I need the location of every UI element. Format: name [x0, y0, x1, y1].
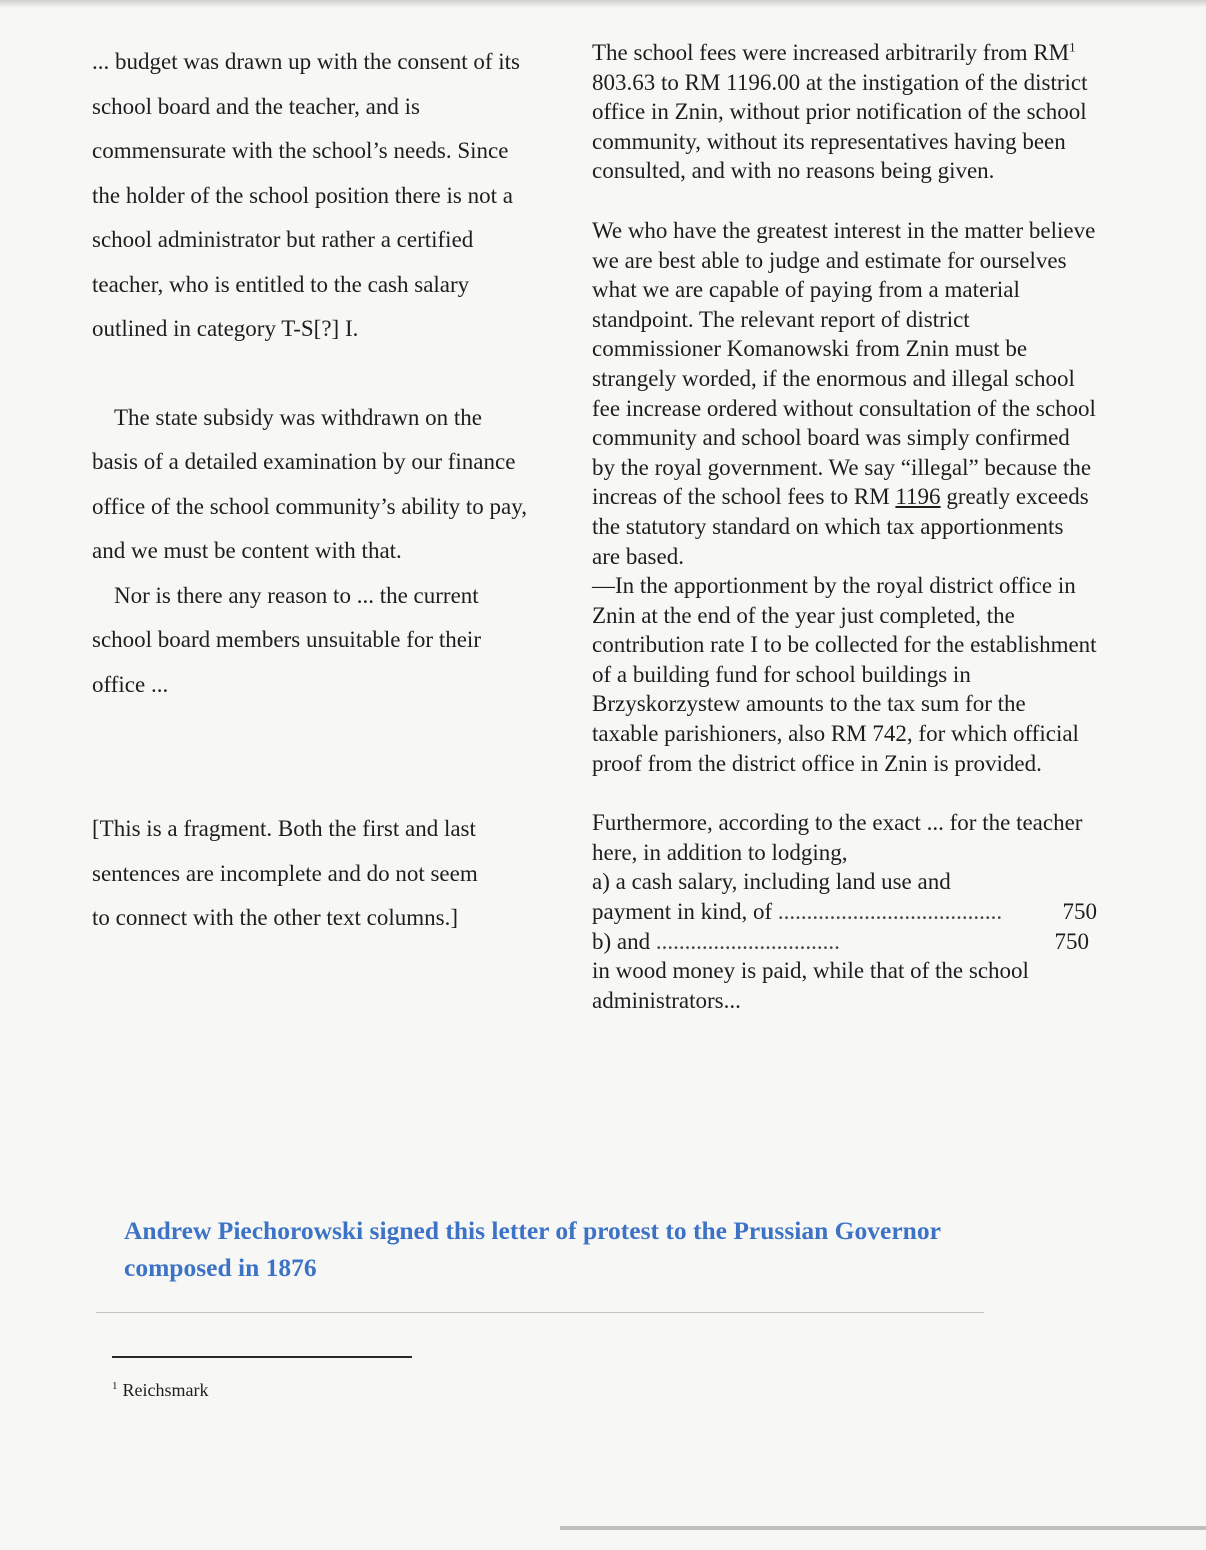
right-paragraph-3: —In the apportionment by the royal district office in Znin at the end of the year just completed, the contribution rate I to be collected for the establishment of a building fund for school buildings in Brzyskorzystew amounts to the tax sum for the taxable parishioners, also RM 742, for which official proof from the district office in Znin is provided.: [592, 573, 1097, 776]
paragraph-gap: [592, 186, 1097, 216]
fragment-note: [This is a fragment. Both the first and last sentences are incomplete and do not seem: [92, 816, 478, 886]
paragraph-gap: [92, 707, 532, 807]
left-paragraph-1: ... budget was drawn up with the consent of its school board and the teacher, and is commensurate with the school’s needs. Since the holder of the school position there is not a school administrator but rather a certified teacher, who is entitled to the cash salary outlined in category T-S[?] I.: [92, 49, 520, 341]
item-a-leader: .......................................: [777, 899, 1003, 925]
item-b-leader: ................................: [655, 928, 840, 954]
left-text-column: [92, 40, 532, 941]
right-text-column: [592, 38, 1097, 1015]
fragment-note-end: to connect with the other text columns.]: [92, 905, 458, 930]
item-b-label: b) and: [592, 928, 651, 954]
right-paragraph-2-start: We who have the greatest interest in the matter believe we are best able to judge and estimate for ourselves what we are capable of paying from a material standpoint. The relevant report of district commissioner Komanowski from Znin must be strangely worded, if the enormous and illegal school fee increase ordered without consultation of the school community and school board was simply confirmed by the royal government. We say “illegal” because the increas of the school fees to RM: [592, 217, 1096, 510]
item-a-value: 750: [1062, 899, 1097, 925]
footnote-marker: 1: [1069, 39, 1076, 55]
right-paragraph-4: Furthermore, according to the exact ... for the teacher here, in addition to lodging,: [592, 810, 1083, 865]
item-b-row: [592, 927, 1097, 957]
scan-top-edge: [0, 0, 1206, 8]
caption-divider: [96, 1312, 984, 1313]
footnote: [112, 1374, 208, 1402]
footnote-rule: [112, 1356, 412, 1358]
right-paragraph-5: in wood money is paid, while that of the school administrators...: [592, 958, 1029, 1013]
item-b-label-group: [592, 927, 840, 957]
item-a-label: [592, 897, 1002, 927]
paragraph-gap: [92, 352, 532, 396]
right-paragraph-1-end: 803.63 to RM 1196.00 at the instigation of the district office in Znin, without prior notification of the school community, without its representatives having been consulted, and with no reasons being given.: [592, 69, 1088, 184]
blue-caption: Andrew Piechorowski signed this letter of protest to the Prussian Governor composed in 1876: [124, 1216, 941, 1282]
right-paragraph-1-start: The school fees were increased arbitrarily from RM: [592, 40, 1070, 65]
underlined-amount: 1196: [895, 484, 941, 510]
right-paragraph-1: [592, 38, 1097, 186]
left-paragraph-3: Nor is there any reason to ... the current school board members unsuitable for their office ...: [92, 582, 481, 697]
footnote-text: Reichsmark: [122, 1380, 209, 1400]
item-a-text: payment in kind, of: [592, 899, 773, 925]
right-paragraph-2: [592, 216, 1097, 571]
footnote-number: 1: [112, 1380, 118, 1392]
paragraph-gap: [592, 778, 1097, 808]
scan-bottom-edge: [560, 1526, 1206, 1530]
right-paragraph-2-end: greatly exceeds the statutory standard on which tax apportionments are based.: [592, 484, 1089, 569]
item-a-row: [592, 897, 1097, 927]
left-paragraph-2: The state subsidy was withdrawn on the basis of a detailed examination by our finance office of the school community’s ability to pay, and we must be content with that.: [92, 404, 528, 563]
item-b-value: 750: [1054, 928, 1089, 954]
item-a-line-1: a) a cash salary, including land use and: [592, 869, 951, 895]
